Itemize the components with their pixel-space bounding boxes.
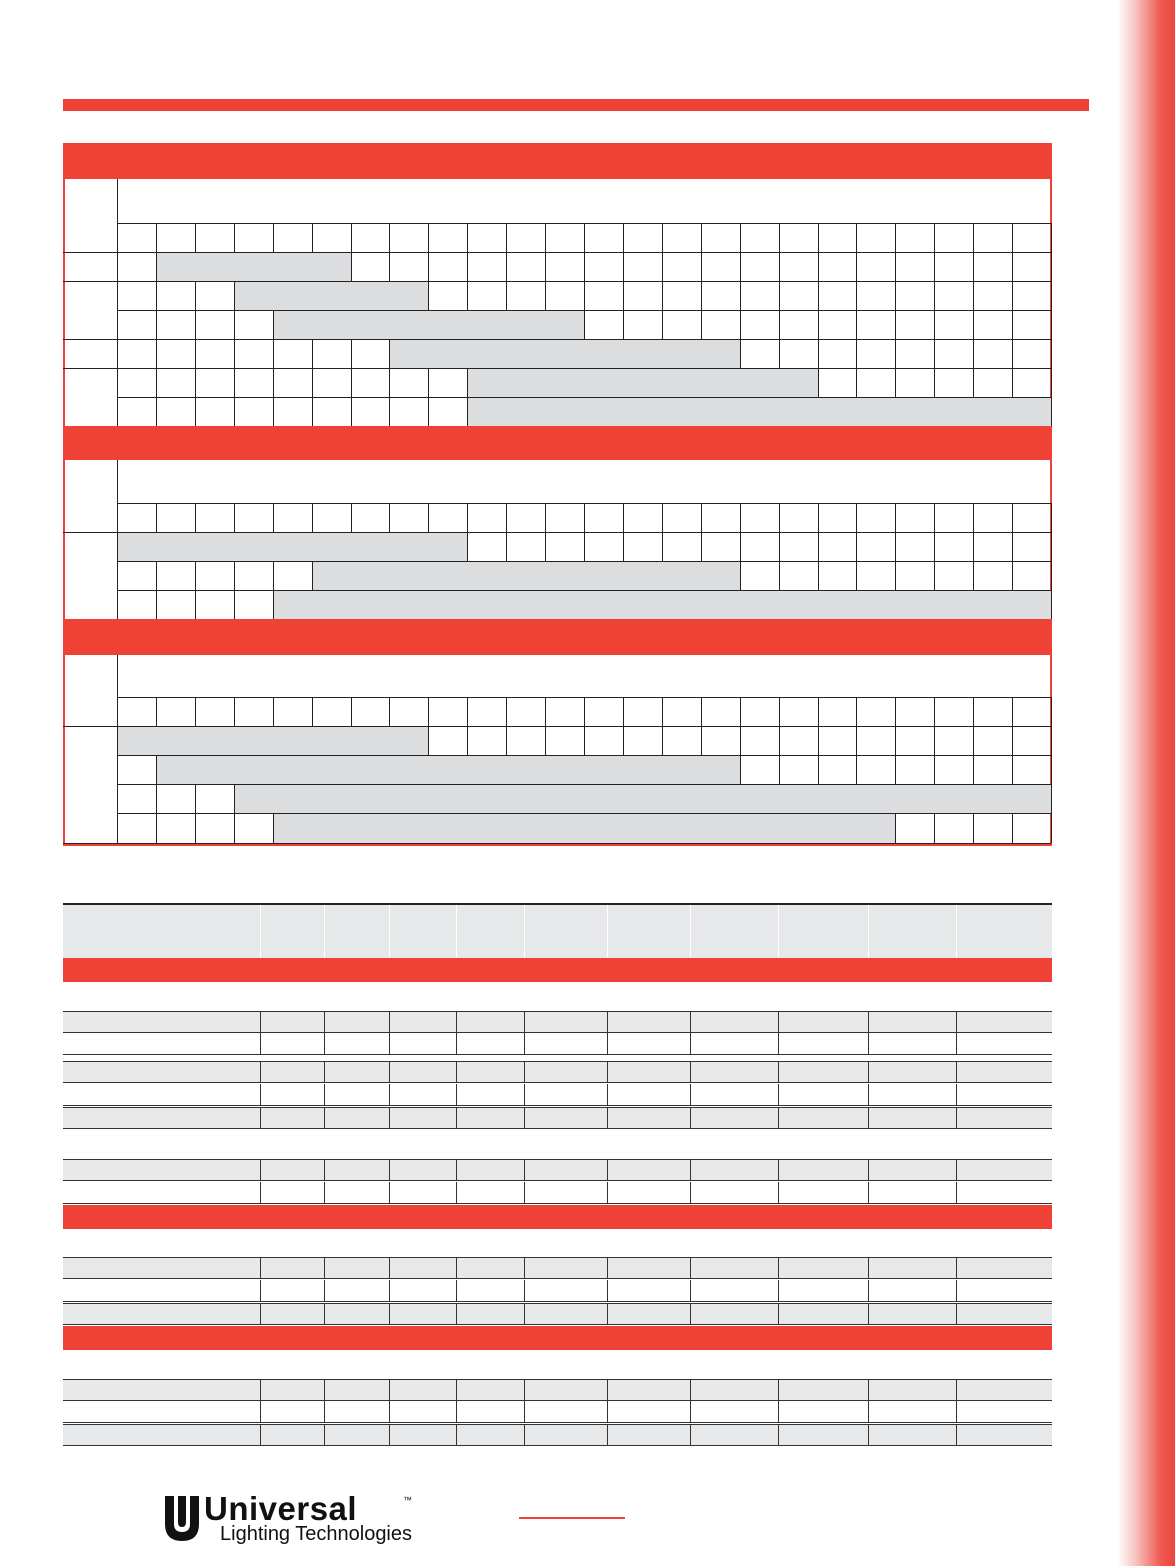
grid-group-rule — [63, 726, 117, 727]
spec-cell-divider — [868, 1258, 869, 1279]
spec-cell-divider — [868, 1062, 869, 1083]
spec-header-divider — [868, 905, 869, 958]
spec-cell-divider — [324, 1380, 325, 1401]
spec-cell-divider — [260, 1033, 261, 1054]
spec-cell-divider — [690, 1280, 691, 1301]
grid-range-bar — [234, 281, 429, 311]
grid-section-band — [63, 143, 1052, 179]
spec-cell-divider — [778, 1084, 779, 1105]
spec-cell-divider — [389, 1084, 390, 1105]
spec-section-band — [63, 1326, 1052, 1350]
spec-cell-divider — [456, 1062, 457, 1083]
spec-table-row — [63, 1107, 1052, 1129]
spec-cell-divider — [260, 1182, 261, 1203]
spec-table-row — [63, 1379, 1052, 1401]
spec-table-row — [63, 1280, 1052, 1302]
spec-cell-divider — [524, 1084, 525, 1105]
spec-cell-divider — [389, 1380, 390, 1401]
spec-cell-divider — [260, 1304, 261, 1325]
spec-cell-divider — [524, 1012, 525, 1033]
spec-cell-divider — [956, 1062, 957, 1083]
spec-cell-divider — [324, 1425, 325, 1446]
spec-cell-divider — [524, 1280, 525, 1301]
spec-cell-divider — [324, 1012, 325, 1033]
spec-subgroup-row — [63, 1231, 1052, 1257]
spec-cell-divider — [778, 1401, 779, 1422]
grid-section-band — [63, 619, 1052, 655]
spec-header-divider — [389, 905, 390, 958]
grid-group-rule — [63, 281, 117, 282]
grid-section-band — [63, 426, 1052, 460]
grid-range-bar — [117, 726, 429, 756]
spec-cell-divider — [456, 1258, 457, 1279]
spec-cell-divider — [324, 1108, 325, 1129]
spec-table-row — [63, 1303, 1052, 1325]
spec-cell-divider — [607, 1380, 608, 1401]
spec-cell-divider — [778, 1280, 779, 1301]
spec-cell-divider — [868, 1304, 869, 1325]
spec-cell-divider — [868, 1182, 869, 1203]
spec-cell-divider — [956, 1280, 957, 1301]
spec-cell-divider — [868, 1401, 869, 1422]
spec-header-divider — [778, 905, 779, 958]
spec-cell-divider — [389, 1062, 390, 1083]
spec-cell-divider — [260, 1401, 261, 1422]
spec-cell-divider — [868, 1012, 869, 1033]
spec-header-divider — [260, 905, 261, 958]
spec-cell-divider — [868, 1425, 869, 1446]
spec-header-divider — [524, 905, 525, 958]
spec-subgroup-row — [63, 1353, 1052, 1379]
spec-table-row — [63, 1159, 1052, 1181]
spec-cell-divider — [524, 1033, 525, 1054]
spec-table-row — [63, 1257, 1052, 1279]
spec-cell-divider — [456, 1280, 457, 1301]
spec-header-divider — [607, 905, 608, 958]
grid-col-rule — [895, 223, 896, 426]
spec-header-divider — [324, 905, 325, 958]
spec-table-row — [63, 1424, 1052, 1446]
logo-subtitle: Lighting Technologies — [220, 1523, 413, 1545]
spec-cell-divider — [456, 1108, 457, 1129]
spec-cell-divider — [324, 1304, 325, 1325]
grid-group-rule — [63, 532, 117, 533]
spec-cell-divider — [524, 1401, 525, 1422]
spec-cell-divider — [778, 1062, 779, 1083]
spec-cell-divider — [456, 1401, 457, 1422]
spec-cell-divider — [868, 1084, 869, 1105]
spec-cell-divider — [778, 1304, 779, 1325]
spec-cell-divider — [324, 1280, 325, 1301]
logo-trademark: ™ — [403, 1495, 412, 1505]
spec-cell-divider — [607, 1012, 608, 1033]
spec-cell-divider — [956, 1033, 957, 1054]
spec-cell-divider — [956, 1380, 957, 1401]
spec-cell-divider — [778, 1012, 779, 1033]
spec-cell-divider — [260, 1108, 261, 1129]
spec-table-row — [63, 1011, 1052, 1033]
spec-cell-divider — [524, 1182, 525, 1203]
grid-range-bar — [389, 339, 741, 369]
grid-group-rule — [63, 368, 117, 369]
grid-group-rule — [63, 252, 117, 253]
spec-cell-divider — [690, 1160, 691, 1181]
spec-cell-divider — [778, 1425, 779, 1446]
side-color-stripe — [1117, 0, 1175, 1566]
grid-col-rule — [1051, 223, 1052, 426]
spec-cell-divider — [456, 1012, 457, 1033]
spec-cell-divider — [690, 1182, 691, 1203]
spec-cell-divider — [324, 1401, 325, 1422]
spec-cell-divider — [456, 1304, 457, 1325]
spec-cell-divider — [389, 1280, 390, 1301]
grid-group-rule — [63, 843, 117, 844]
spec-cell-divider — [260, 1062, 261, 1083]
grid-col-rule — [1051, 697, 1052, 843]
spec-subgroup-row — [63, 984, 1052, 1011]
spec-cell-divider — [524, 1108, 525, 1129]
spec-cell-divider — [690, 1033, 691, 1054]
spec-cell-divider — [324, 1033, 325, 1054]
spec-cell-divider — [778, 1108, 779, 1129]
spec-cell-divider — [389, 1033, 390, 1054]
compatibility-grid — [63, 143, 1052, 846]
spec-table-row — [63, 1182, 1052, 1204]
spec-cell-divider — [389, 1160, 390, 1181]
spec-header-divider — [456, 905, 457, 958]
grid-col-rule — [1012, 223, 1013, 426]
spec-cell-divider — [778, 1182, 779, 1203]
spec-table-header — [63, 903, 1052, 958]
spec-cell-divider — [260, 1084, 261, 1105]
spec-cell-divider — [956, 1182, 957, 1203]
grid-range-bar — [273, 813, 896, 844]
spec-cell-divider — [778, 1380, 779, 1401]
spec-cell-divider — [524, 1160, 525, 1181]
logo-wordmark: Universal — [204, 1490, 358, 1527]
spec-cell-divider — [389, 1258, 390, 1279]
spec-cell-divider — [690, 1380, 691, 1401]
spec-cell-divider — [778, 1160, 779, 1181]
spec-cell-divider — [389, 1182, 390, 1203]
grid-range-bar — [117, 532, 468, 562]
spec-cell-divider — [690, 1425, 691, 1446]
spec-cell-divider — [868, 1033, 869, 1054]
spec-cell-divider — [324, 1160, 325, 1181]
spec-cell-divider — [778, 1033, 779, 1054]
spec-cell-divider — [524, 1062, 525, 1083]
spec-cell-divider — [456, 1380, 457, 1401]
spec-cell-divider — [607, 1401, 608, 1422]
spec-cell-divider — [690, 1258, 691, 1279]
universal-u-icon — [162, 1492, 202, 1544]
spec-table-row — [63, 1033, 1052, 1055]
spec-cell-divider — [389, 1401, 390, 1422]
spec-cell-divider — [324, 1258, 325, 1279]
grid-range-bar — [234, 784, 1052, 814]
spec-cell-divider — [524, 1425, 525, 1446]
spec-cell-divider — [456, 1425, 457, 1446]
top-accent-rule — [63, 99, 1089, 111]
spec-cell-divider — [607, 1062, 608, 1083]
spec-table-row — [63, 1401, 1052, 1423]
spec-header-divider — [956, 905, 957, 958]
spec-cell-divider — [956, 1304, 957, 1325]
spec-cell-divider — [389, 1012, 390, 1033]
spec-cell-divider — [260, 1258, 261, 1279]
spec-cell-divider — [607, 1033, 608, 1054]
spec-cell-divider — [868, 1380, 869, 1401]
spec-cell-divider — [607, 1108, 608, 1129]
grid-col-rule — [856, 223, 857, 426]
spec-cell-divider — [956, 1108, 957, 1129]
spec-table-row — [63, 1061, 1052, 1083]
spec-cell-divider — [389, 1304, 390, 1325]
footer-accent-rule — [519, 1517, 625, 1519]
spec-cell-divider — [690, 1084, 691, 1105]
grid-col-rule — [973, 223, 974, 426]
grid-col-rule — [1012, 697, 1013, 843]
spec-cell-divider — [690, 1304, 691, 1325]
spec-section-band — [63, 958, 1052, 982]
spec-cell-divider — [389, 1108, 390, 1129]
spec-cell-divider — [607, 1258, 608, 1279]
spec-cell-divider — [324, 1084, 325, 1105]
spec-section-band — [63, 1205, 1052, 1229]
grid-range-bar — [467, 368, 819, 398]
spec-cell-divider — [524, 1258, 525, 1279]
spec-cell-divider — [456, 1182, 457, 1203]
grid-col-rule — [973, 697, 974, 843]
spec-cell-divider — [956, 1258, 957, 1279]
spec-cell-divider — [260, 1012, 261, 1033]
spec-cell-divider — [324, 1182, 325, 1203]
spec-cell-divider — [956, 1160, 957, 1181]
spec-cell-divider — [607, 1182, 608, 1203]
grid-range-bar — [156, 755, 741, 785]
spec-cell-divider — [690, 1062, 691, 1083]
spec-cell-divider — [690, 1108, 691, 1129]
spec-cell-divider — [524, 1304, 525, 1325]
grid-label-divider — [117, 179, 118, 426]
spec-cell-divider — [260, 1280, 261, 1301]
spec-cell-divider — [956, 1401, 957, 1422]
grid-range-bar — [273, 590, 1052, 620]
spec-cell-divider — [956, 1084, 957, 1105]
spec-table-row — [63, 1084, 1052, 1106]
grid-col-rule — [934, 697, 935, 843]
spec-cell-divider — [260, 1160, 261, 1181]
spec-cell-divider — [260, 1380, 261, 1401]
spec-cell-divider — [456, 1160, 457, 1181]
grid-range-bar — [156, 252, 352, 282]
universal-lighting-logo — [162, 1492, 432, 1544]
spec-cell-divider — [956, 1012, 957, 1033]
spec-cell-divider — [868, 1280, 869, 1301]
spec-cell-divider — [607, 1425, 608, 1446]
spec-cell-divider — [456, 1084, 457, 1105]
grid-range-bar — [467, 397, 1052, 427]
spec-cell-divider — [690, 1012, 691, 1033]
spec-cell-divider — [868, 1108, 869, 1129]
grid-range-bar — [273, 310, 585, 340]
spec-cell-divider — [607, 1304, 608, 1325]
grid-range-bar — [312, 561, 741, 591]
spec-cell-divider — [607, 1280, 608, 1301]
spec-header-divider — [690, 905, 691, 958]
spec-cell-divider — [868, 1160, 869, 1181]
spec-cell-divider — [456, 1033, 457, 1054]
spec-cell-divider — [690, 1401, 691, 1422]
grid-group-rule — [63, 339, 117, 340]
spec-subgroup-row — [63, 1133, 1052, 1159]
spec-cell-divider — [260, 1425, 261, 1446]
spec-cell-divider — [389, 1425, 390, 1446]
spec-cell-divider — [524, 1380, 525, 1401]
spec-cell-divider — [956, 1425, 957, 1446]
spec-cell-divider — [607, 1084, 608, 1105]
spec-cell-divider — [607, 1160, 608, 1181]
spec-cell-divider — [324, 1062, 325, 1083]
spec-cell-divider — [778, 1258, 779, 1279]
grid-col-rule — [934, 223, 935, 426]
